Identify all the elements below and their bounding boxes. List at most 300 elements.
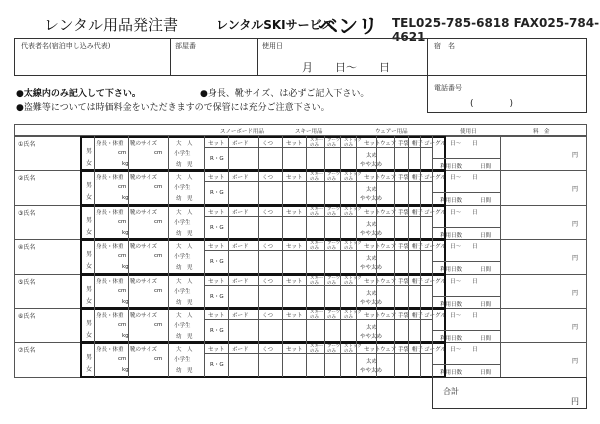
row-yen: 円 xyxy=(572,324,579,331)
row-pole-only-b: のみ xyxy=(344,211,353,217)
cell-divider xyxy=(394,308,395,342)
phone-box xyxy=(427,75,587,113)
row-infant: 幼 児 xyxy=(176,230,193,237)
row-ski-only-b: のみ xyxy=(310,246,319,252)
row-sb-boots: くつ xyxy=(262,278,274,285)
row-goggles: ゴーグル xyxy=(424,209,446,216)
cell-divider xyxy=(258,136,259,170)
row-days-used: 利用日数 xyxy=(440,198,463,205)
row-shoe-size: 靴のサイズ xyxy=(130,244,158,251)
row-boots-only-b: のみ xyxy=(327,315,336,320)
row-male: 男 xyxy=(86,320,93,327)
row-child: 小学生 xyxy=(174,151,191,157)
cell-divider xyxy=(432,342,433,376)
cell-divider xyxy=(356,342,357,376)
date-box xyxy=(257,38,428,76)
row-name-label: ⑥氏名 xyxy=(18,313,36,320)
cell-divider xyxy=(94,205,95,239)
cell-divider xyxy=(168,308,169,342)
cell-divider xyxy=(94,308,95,342)
row-cm: cm xyxy=(118,253,127,260)
cell-divider xyxy=(356,205,357,239)
row-boots-only-b: のみ xyxy=(327,211,336,217)
date-label: 使用日 xyxy=(262,42,283,50)
cell-divider xyxy=(228,308,229,342)
cell-divider xyxy=(340,170,341,204)
row-rg: R・G xyxy=(210,156,224,162)
row-day-range: 日〜 日 xyxy=(450,347,478,354)
row-day-range: 日〜 日 xyxy=(450,175,478,182)
room-label: 部屋番 xyxy=(175,42,196,50)
row-sb-set: セット xyxy=(208,175,225,182)
row-male: 男 xyxy=(86,148,93,155)
cell-divider xyxy=(204,308,205,342)
row-male: 男 xyxy=(86,182,93,190)
row-name-label: ③氏名 xyxy=(18,209,36,217)
cell-divider xyxy=(282,205,283,239)
row-female: 女 xyxy=(86,194,93,202)
representative-box xyxy=(14,38,171,76)
cell-divider xyxy=(394,205,395,239)
row-ski-only: スキー xyxy=(310,138,324,143)
row-height-weight: 身長・体重 xyxy=(96,209,124,216)
row-slightly-thick: やや太め xyxy=(360,230,383,237)
row-name-label: ⑤氏名 xyxy=(18,278,36,286)
row-cm: cm xyxy=(118,322,127,328)
cell-divider xyxy=(306,170,307,204)
row-wear: ウェア xyxy=(380,141,397,147)
row-shoe-size: 靴のサイズ xyxy=(130,313,158,319)
col-snowboard: スノーボード用品 xyxy=(220,129,264,135)
row-days-used: 利用日数 xyxy=(440,164,463,170)
cell-divider xyxy=(376,136,377,170)
cell-divider xyxy=(408,136,409,170)
cell-divider xyxy=(306,239,307,273)
row-infant: 幼 児 xyxy=(176,299,193,306)
cell-divider xyxy=(500,274,501,308)
row-rg: R・G xyxy=(210,293,224,300)
total-label: 合計 xyxy=(443,387,459,396)
cell-divider xyxy=(282,342,283,376)
row-cm: cm xyxy=(118,184,127,191)
row-male: 男 xyxy=(86,216,93,224)
row-thick: 太め xyxy=(366,153,378,159)
row-pole-only: ストック xyxy=(344,241,362,247)
cell-divider xyxy=(340,342,341,376)
total-box xyxy=(432,377,587,409)
row-slightly-thick: やや太め xyxy=(360,299,383,306)
cell-divider xyxy=(500,205,501,239)
row-child: 小学生 xyxy=(174,357,191,364)
cell-divider xyxy=(282,274,283,308)
row-boots-only: ブーツ xyxy=(327,172,341,178)
row-goggles: ゴーグル xyxy=(424,278,446,285)
contact-info: TEL025-785-6818 FAX025-784-4621 xyxy=(392,16,600,44)
cell-divider xyxy=(324,170,325,204)
row-female: 女 xyxy=(86,366,93,374)
row-ski-only: スキー xyxy=(310,241,324,247)
phone-label: 電話番号 xyxy=(434,84,462,92)
row-subdivider xyxy=(432,296,500,297)
row-shoe-cm: cm xyxy=(154,253,163,260)
row-pole-only-b: のみ xyxy=(344,349,353,355)
row-ski-set: セット xyxy=(286,141,303,147)
row-sb-boots: くつ xyxy=(262,313,274,319)
row-name-label: ②氏名 xyxy=(18,175,36,183)
row-subdivider xyxy=(204,285,432,286)
row-subdivider xyxy=(204,181,432,182)
row-kg: kg xyxy=(122,333,129,339)
row-kg: kg xyxy=(122,298,129,305)
date-fields: 月 日〜 日 xyxy=(302,61,390,74)
row-days-unit: 日間 xyxy=(480,232,492,239)
row-boots-only-b: のみ xyxy=(327,177,336,183)
row-kg: kg xyxy=(122,229,129,236)
row-pole-only-b: のみ xyxy=(344,177,353,183)
total-yen: 円 xyxy=(571,397,579,406)
cell-divider xyxy=(340,239,341,273)
cell-divider xyxy=(420,308,421,342)
row-boots-only: ブーツ xyxy=(327,275,341,281)
row-boots-only: ブーツ xyxy=(327,344,341,350)
cell-divider xyxy=(128,239,129,273)
row-sb-set: セット xyxy=(208,141,225,147)
row-days-used: 利用日数 xyxy=(440,301,463,308)
row-adult: 大 人 xyxy=(176,278,193,285)
row-board: ボード xyxy=(232,278,249,285)
cell-divider xyxy=(258,205,259,239)
cell-divider xyxy=(128,170,129,204)
row-cm: cm xyxy=(118,356,127,363)
row-height-weight: 身長・体重 xyxy=(96,347,124,354)
row-gloves: 手袋 xyxy=(398,313,410,319)
row-infant: 幼 児 xyxy=(176,265,193,272)
row-ski-only: スキー xyxy=(310,344,324,350)
row-hat: 帽子 xyxy=(412,278,424,285)
row-wear-set: セット xyxy=(364,141,381,147)
row-infant: 幼 児 xyxy=(176,162,193,168)
row-wear: ウェア xyxy=(380,209,397,216)
row-shoe-cm: cm xyxy=(154,356,163,363)
cell-divider xyxy=(408,239,409,273)
row-thick: 太め xyxy=(366,187,378,194)
row-pole-only: ストック xyxy=(344,172,362,178)
room-box xyxy=(170,38,258,76)
row-rg: R・G xyxy=(210,190,224,197)
row-subdivider xyxy=(432,158,500,159)
cell-divider xyxy=(340,136,341,170)
row-kg: kg xyxy=(122,367,129,374)
row-board: ボード xyxy=(232,313,249,319)
row-day-range: 日〜 日 xyxy=(450,278,478,285)
row-cm: cm xyxy=(118,150,127,156)
cell-divider xyxy=(168,342,169,376)
row-yen: 円 xyxy=(572,255,579,263)
row-name-label: ①氏名 xyxy=(18,141,36,148)
cell-divider xyxy=(168,274,169,308)
row-goggles: ゴーグル xyxy=(424,244,446,251)
row-gloves: 手袋 xyxy=(398,347,410,354)
row-height-weight: 身長・体重 xyxy=(96,313,124,319)
row-ski-only: スキー xyxy=(310,310,324,315)
row-ski-set: セット xyxy=(286,313,303,319)
col-wear: ウェアー用品 xyxy=(375,129,408,135)
row-ski-only: スキー xyxy=(310,206,324,212)
cell-divider xyxy=(94,274,95,308)
row-yen: 円 xyxy=(572,186,579,194)
col-ski: スキー用品 xyxy=(295,129,323,135)
cell-divider xyxy=(204,274,205,308)
cell-divider xyxy=(376,342,377,376)
cell-divider xyxy=(500,239,501,273)
note-line1: ●太線内のみ記入して下さい。 xyxy=(16,89,141,99)
row-pole-only: ストック xyxy=(344,275,362,281)
row-days-used: 利用日数 xyxy=(440,336,463,342)
cell-divider xyxy=(324,239,325,273)
row-pole-only-b: のみ xyxy=(344,143,353,148)
row-subdivider xyxy=(204,216,432,217)
row-pole-only-b: のみ xyxy=(344,280,353,286)
row-shoe-size: 靴のサイズ xyxy=(130,175,158,182)
row-board: ボード xyxy=(232,141,249,147)
row-height-weight: 身長・体重 xyxy=(96,175,124,182)
row-days-unit: 日間 xyxy=(480,370,492,377)
row-days-unit: 日間 xyxy=(480,198,492,205)
row-subdivider xyxy=(432,364,500,365)
cell-divider xyxy=(228,239,229,273)
cell-divider xyxy=(324,342,325,376)
cell-divider xyxy=(94,136,95,170)
row-days-unit: 日間 xyxy=(480,164,492,170)
cell-divider xyxy=(94,239,95,273)
row-kg: kg xyxy=(122,195,129,202)
row-child: 小学生 xyxy=(174,219,191,226)
row-ski-set: セット xyxy=(286,175,303,182)
cell-divider xyxy=(324,205,325,239)
cell-divider xyxy=(258,342,259,376)
inn-label: 宿 名 xyxy=(434,42,455,50)
inn-box xyxy=(427,38,587,76)
cell-divider xyxy=(282,136,283,170)
row-ski-only-b: のみ xyxy=(310,349,319,355)
row-subdivider xyxy=(432,227,500,228)
row-goggles: ゴーグル xyxy=(424,141,446,147)
row-sb-set: セット xyxy=(208,244,225,251)
row-boots-only: ブーツ xyxy=(327,241,341,247)
row-infant: 幼 児 xyxy=(176,334,193,340)
cell-divider xyxy=(376,308,377,342)
brand-name: ベンリ xyxy=(318,14,378,38)
row-wear-set: セット xyxy=(364,278,381,285)
row-day-range: 日〜 日 xyxy=(450,209,478,216)
row-sb-boots: くつ xyxy=(262,244,274,251)
row-name-label: ④氏名 xyxy=(18,244,36,252)
row-adult: 大 人 xyxy=(176,175,193,182)
cell-divider xyxy=(394,136,395,170)
cell-divider xyxy=(356,308,357,342)
row-pole-only: ストック xyxy=(344,206,362,212)
cell-divider xyxy=(394,239,395,273)
cell-divider xyxy=(228,170,229,204)
cell-divider xyxy=(340,308,341,342)
cell-divider xyxy=(204,342,205,376)
row-slightly-thick: やや太め xyxy=(360,368,383,375)
row-sb-set: セット xyxy=(208,313,225,319)
row-slightly-thick: やや太め xyxy=(360,162,383,168)
cell-divider xyxy=(432,170,433,204)
row-cm: cm xyxy=(118,287,127,294)
cell-divider xyxy=(306,205,307,239)
row-thick: 太め xyxy=(366,256,378,263)
row-goggles: ゴーグル xyxy=(424,313,446,319)
row-pole-only: ストック xyxy=(344,138,362,143)
cell-divider xyxy=(500,170,501,204)
row-ski-set: セット xyxy=(286,244,303,251)
row-thick: 太め xyxy=(366,290,378,297)
row-subdivider xyxy=(204,319,432,320)
row-adult: 大 人 xyxy=(176,141,193,147)
row-wear-set: セット xyxy=(364,244,381,251)
row-gloves: 手袋 xyxy=(398,244,410,251)
row-gloves: 手袋 xyxy=(398,209,410,216)
row-boots-only-b: のみ xyxy=(327,246,336,252)
cell-divider xyxy=(94,170,95,204)
row-height-weight: 身長・体重 xyxy=(96,244,124,251)
cell-divider xyxy=(324,308,325,342)
row-shoe-cm: cm xyxy=(154,218,163,225)
row-days-unit: 日間 xyxy=(480,336,492,342)
row-board: ボード xyxy=(232,347,249,354)
row-yen: 円 xyxy=(572,220,579,228)
row-wear: ウェア xyxy=(380,175,397,182)
cell-divider xyxy=(408,170,409,204)
row-adult: 大 人 xyxy=(176,244,193,251)
cell-divider xyxy=(306,342,307,376)
cell-divider xyxy=(356,274,357,308)
cell-divider xyxy=(228,205,229,239)
cell-divider xyxy=(282,170,283,204)
row-subdivider xyxy=(432,261,500,262)
row-ski-set: セット xyxy=(286,209,303,216)
cell-divider xyxy=(306,136,307,170)
row-day-range: 日〜 日 xyxy=(450,313,478,319)
cell-divider xyxy=(420,136,421,170)
row-board: ボード xyxy=(232,244,249,251)
cell-divider xyxy=(500,136,501,170)
row-pole-only: ストック xyxy=(344,344,362,350)
cell-divider xyxy=(258,170,259,204)
cell-divider xyxy=(258,274,259,308)
cell-divider xyxy=(168,136,169,170)
row-thick: 太め xyxy=(366,359,378,366)
cell-divider xyxy=(282,239,283,273)
row-ski-only-b: のみ xyxy=(310,177,319,183)
row-sb-set: セット xyxy=(208,347,225,354)
row-rg: R・G xyxy=(210,362,224,369)
row-day-range: 日〜 日 xyxy=(450,244,478,251)
cell-divider xyxy=(356,136,357,170)
row-slightly-thick: やや太め xyxy=(360,196,383,203)
row-sb-boots: くつ xyxy=(262,347,274,354)
cell-divider xyxy=(500,342,501,376)
row-ski-only: スキー xyxy=(310,172,324,178)
cell-divider xyxy=(228,136,229,170)
row-pole-only-b: のみ xyxy=(344,315,353,320)
cell-divider xyxy=(432,308,433,342)
row-pole-only-b: のみ xyxy=(344,246,353,252)
row-ski-set: セット xyxy=(286,347,303,354)
company-name: レンタルSKIサービス xyxy=(216,18,334,32)
row-yen: 円 xyxy=(572,289,579,297)
cell-divider xyxy=(258,239,259,273)
row-kg: kg xyxy=(122,161,129,167)
row-male: 男 xyxy=(86,285,93,293)
row-ski-only-b: のみ xyxy=(310,143,319,148)
col-use-date: 使用日 xyxy=(460,129,477,135)
row-hat: 帽子 xyxy=(412,244,424,251)
row-thick: 太め xyxy=(366,221,378,228)
row-infant: 幼 児 xyxy=(176,368,193,375)
representative-label: 代表者名(宿泊申し込み代表) xyxy=(21,42,111,50)
cell-divider xyxy=(306,274,307,308)
row-boots-only: ブーツ xyxy=(327,310,341,315)
row-hat: 帽子 xyxy=(412,209,424,216)
cell-divider xyxy=(94,342,95,376)
row-height-weight: 身長・体重 xyxy=(96,278,124,285)
cell-divider xyxy=(324,136,325,170)
col-fee: 料 金 xyxy=(533,129,550,135)
cell-divider xyxy=(376,274,377,308)
cell-divider xyxy=(408,274,409,308)
cell-divider xyxy=(376,170,377,204)
row-ski-set: セット xyxy=(286,278,303,285)
row-thick: 太め xyxy=(366,325,378,331)
row-days-used: 利用日数 xyxy=(440,267,463,274)
cell-divider xyxy=(228,342,229,376)
row-sb-set: セット xyxy=(208,278,225,285)
row-boots-only-b: のみ xyxy=(327,143,336,148)
cell-divider xyxy=(282,308,283,342)
cell-divider xyxy=(408,308,409,342)
column-header xyxy=(14,124,587,136)
row-shoe-size: 靴のサイズ xyxy=(130,209,158,216)
row-shoe-cm: cm xyxy=(154,287,163,294)
row-gloves: 手袋 xyxy=(398,175,410,182)
cell-divider xyxy=(420,170,421,204)
row-wear: ウェア xyxy=(380,347,397,354)
row-subdivider xyxy=(204,353,432,354)
cell-divider xyxy=(204,205,205,239)
row-slightly-thick: やや太め xyxy=(360,265,383,272)
row-hat: 帽子 xyxy=(412,141,424,147)
row-subdivider xyxy=(432,330,500,331)
cell-divider xyxy=(168,239,169,273)
row-female: 女 xyxy=(86,332,93,339)
row-shoe-size: 靴のサイズ xyxy=(130,141,158,147)
cell-divider xyxy=(394,342,395,376)
row-rg: R・G xyxy=(210,328,224,334)
cell-divider xyxy=(128,274,129,308)
cell-divider xyxy=(324,274,325,308)
row-wear-set: セット xyxy=(364,209,381,216)
row-slightly-thick: やや太め xyxy=(360,334,383,340)
row-female: 女 xyxy=(86,297,93,305)
cell-divider xyxy=(168,205,169,239)
row-child: 小学生 xyxy=(174,185,191,192)
row-wear-set: セット xyxy=(364,175,381,182)
row-boots-only: ブーツ xyxy=(327,138,341,143)
phone-paren: ( ) xyxy=(470,99,514,109)
